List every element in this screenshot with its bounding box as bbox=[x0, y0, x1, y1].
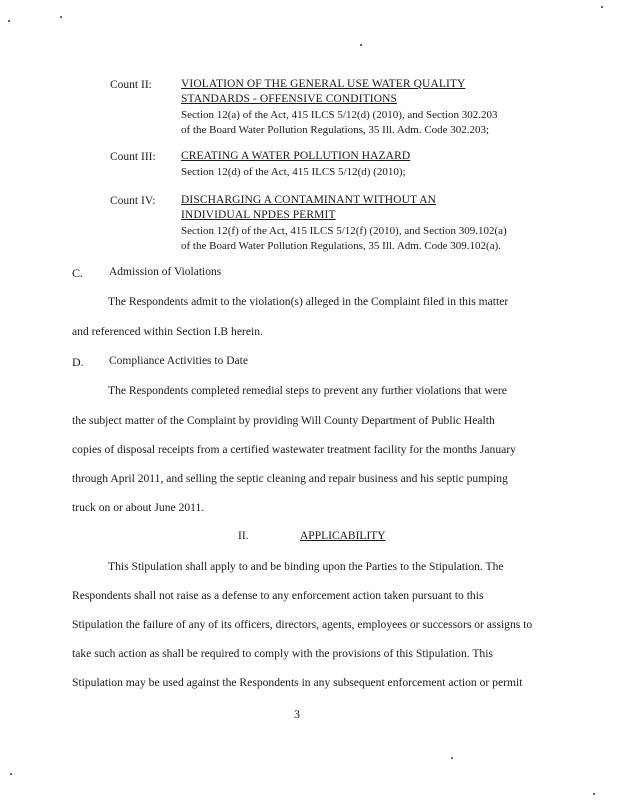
section-d-line-4: through April 2011, and selling the septic cleaning and repair business and his septic pumping bbox=[72, 472, 508, 485]
count-iii-citation-line-1: Section 12(d) of the Act, 415 ILCS 5/12(d) (2010); bbox=[181, 166, 406, 178]
scan-speck bbox=[360, 44, 362, 46]
scan-speck bbox=[451, 757, 453, 759]
section-ii-line-3: Stipulation the failure of any of its officers, directors, agents, employees or successors or assigns to bbox=[72, 618, 533, 631]
section-d-line-2: the subject matter of the Complaint by providing Will County Department of Public Health bbox=[72, 414, 495, 427]
count-ii-citation-line-1: Section 12(a) of the Act, 415 ILCS 5/12(d) (2010), and Section 302.203 bbox=[181, 109, 498, 121]
section-c-line-2: and referenced within Section I.B herein. bbox=[72, 325, 263, 338]
count-iv-label: Count IV: bbox=[110, 195, 156, 207]
count-iv-citation-line-2: of the Board Water Pollution Regulations, 35 Ill. Adm. Code 309.102(a). bbox=[181, 240, 502, 252]
count-ii-citation-line-2: of the Board Water Pollution Regulations, 35 Ill. Adm. Code 302.203; bbox=[181, 124, 490, 136]
section-d-letter: D. bbox=[72, 355, 84, 369]
section-ii-title: APPLICABILITY bbox=[300, 530, 386, 542]
count-iv-title-line-1: DISCHARGING A CONTAMINANT WITHOUT AN bbox=[181, 194, 437, 206]
scan-speck bbox=[593, 793, 595, 795]
scan-speck bbox=[60, 16, 62, 18]
count-ii-label: Count II: bbox=[110, 79, 152, 91]
scan-speck bbox=[10, 773, 12, 775]
section-c-letter: C. bbox=[72, 266, 84, 280]
scan-speck bbox=[8, 20, 10, 22]
section-ii-line-4: take such action as shall be required to comply with the provisions of this Stipulation. This bbox=[72, 647, 493, 660]
section-ii-line-1: This Stipulation shall apply to and be binding upon the Parties to the Stipulation. The bbox=[108, 560, 504, 573]
section-d-title: Compliance Activities to Date bbox=[109, 355, 248, 367]
count-iii-title-line-1: CREATING A WATER POLLUTION HAZARD bbox=[181, 150, 411, 162]
count-ii-title-line-1: VIOLATION OF THE GENERAL USE WATER QUALITY bbox=[181, 78, 466, 90]
count-iv-title-line-2: INDIVIDUAL NPDES PERMIT bbox=[181, 209, 336, 221]
section-ii-line-5: Stipulation may be used against the Respondents in any subsequent enforcement action or permit bbox=[72, 676, 523, 689]
section-d-line-5: truck on or about June 2011. bbox=[72, 501, 205, 514]
section-ii-numeral: II. bbox=[238, 530, 249, 542]
scan-speck bbox=[601, 6, 603, 8]
section-d-line-3: copies of disposal receipts from a certified wastewater treatment facility for the months January bbox=[72, 443, 516, 456]
count-iv-citation-line-1: Section 12(f) of the Act, 415 ILCS 5/12(f) (2010), and Section 309.102(a) bbox=[181, 225, 507, 237]
section-c-line-1: The Respondents admit to the violation(s) alleged in the Complaint filed in this matter bbox=[108, 295, 509, 308]
section-c-title: Admission of Violations bbox=[109, 266, 222, 278]
page-number: 3 bbox=[294, 707, 300, 721]
section-ii-line-2: Respondents shall not raise as a defense to any enforcement action taken pursuant to this bbox=[72, 589, 484, 602]
count-iii-label: Count III: bbox=[110, 151, 156, 163]
section-d-line-1: The Respondents completed remedial steps to prevent any further violations that were bbox=[108, 384, 507, 397]
count-ii-title-line-2: STANDARDS - OFFENSIVE CONDITIONS bbox=[181, 93, 398, 105]
